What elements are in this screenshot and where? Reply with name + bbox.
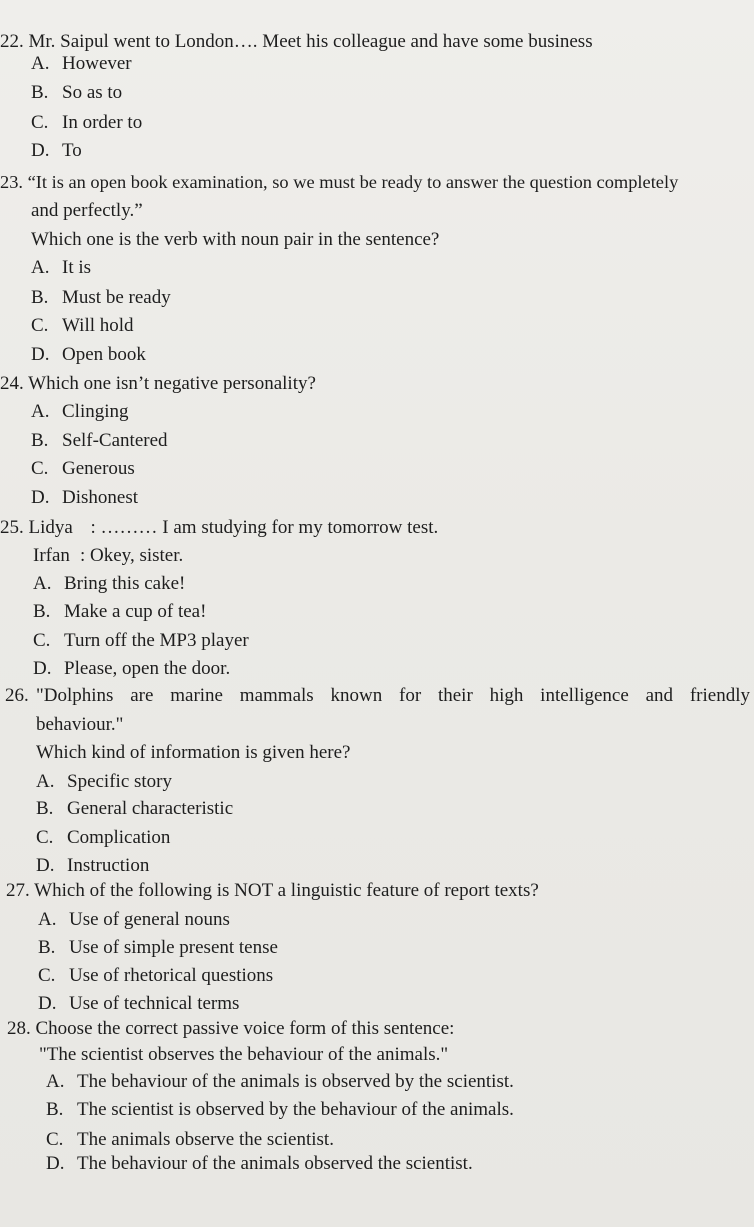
option-letter: B. [46, 1099, 64, 1120]
option-d [31, 141, 82, 160]
option-letter: A. [46, 1071, 65, 1092]
option-text: Open book [62, 344, 146, 365]
option-b [31, 83, 122, 102]
option-text: Use of rhetorical questions [69, 965, 274, 986]
option-letter: B. [31, 287, 49, 308]
option-c [31, 113, 142, 132]
option-letter: A. [33, 573, 52, 594]
option-text: The animals observe the scientist. [77, 1129, 334, 1150]
question-text: Which of the following is NOT a linguistic feature of report texts? [34, 880, 539, 901]
option-text: Specific story [67, 771, 173, 792]
option-letter: D. [38, 993, 57, 1014]
question-28-stem [7, 1019, 454, 1038]
option-letter: B. [31, 82, 49, 103]
stem-word: for [399, 685, 422, 706]
question-27-stem [6, 881, 539, 900]
option-letter: D. [46, 1153, 65, 1174]
option-letter: C. [46, 1129, 64, 1150]
option-letter: B. [31, 430, 49, 451]
stem-word: and [645, 685, 674, 706]
option-letter: D. [31, 487, 50, 508]
option-letter: A. [36, 771, 55, 792]
option-text: Generous [62, 458, 135, 479]
option-text: In order to [62, 112, 143, 133]
question-number: 27. [6, 880, 30, 901]
option-c [31, 459, 135, 478]
option-letter: B. [36, 798, 54, 819]
stem-word: known [330, 685, 383, 706]
dialogue-text: : Okey, sister. [80, 545, 184, 566]
option-b [31, 431, 168, 450]
question-number: 23. [0, 172, 23, 192]
option-text: Turn off the MP3 player [64, 630, 249, 651]
option-letter: A. [38, 909, 57, 930]
option-c [31, 316, 134, 335]
option-a [38, 910, 230, 929]
option-text: Dishonest [62, 487, 138, 508]
option-c [46, 1130, 334, 1149]
option-text: Please, open the door. [64, 658, 231, 679]
question-text: Which one isn’t negative personality? [28, 373, 316, 394]
option-d [31, 345, 146, 364]
stem-word: mammals [239, 685, 314, 706]
question-text: “It is an open book examination, so we must be ready to answer the question completely [27, 172, 679, 192]
option-letter: A. [31, 53, 50, 74]
option-text: So as to [62, 82, 123, 103]
option-letter: B. [33, 601, 51, 622]
option-text: Instruction [67, 855, 150, 876]
option-text: Use of general nouns [69, 909, 230, 930]
stem-word: high [489, 685, 524, 706]
question-23-stem-cont: and perfectly.” [31, 200, 143, 221]
question-number: 26. [5, 685, 29, 706]
stem-word: marine [170, 685, 223, 706]
option-d [38, 994, 239, 1013]
option-text: Use of simple present tense [69, 937, 278, 958]
option-text: To [62, 140, 82, 161]
question-26-sub: Which kind of information is given here? [36, 742, 351, 763]
option-b [36, 799, 233, 818]
option-d [36, 856, 149, 875]
question-24-stem [0, 374, 316, 393]
question-22-stem [0, 32, 593, 51]
option-letter: C. [33, 630, 51, 651]
option-d [33, 659, 230, 678]
question-number: 22. [0, 31, 24, 52]
option-b [31, 288, 171, 307]
option-letter: D. [31, 140, 50, 161]
option-letter: D. [33, 658, 52, 679]
option-text: Complication [67, 827, 171, 848]
option-letter: D. [31, 344, 50, 365]
stem-word: "Dolphins [36, 685, 114, 706]
question-25-dialogue-line-2 [33, 546, 183, 565]
question-number: 25. [0, 517, 24, 538]
option-text: General characteristic [67, 798, 234, 819]
question-26-stem [5, 686, 750, 705]
option-letter: C. [31, 112, 49, 133]
option-text: Will hold [62, 315, 134, 336]
option-c [36, 828, 170, 847]
question-text: Choose the correct passive voice form of this sentence: [35, 1018, 455, 1039]
question-number: 28. [7, 1018, 31, 1039]
question-25-dialogue-line-1 [0, 518, 438, 537]
speaker-name: Lidya [28, 517, 73, 538]
stem-word: intelligence [540, 685, 629, 706]
option-b [46, 1100, 514, 1119]
option-text: The behaviour of the animals observed the scientist. [77, 1153, 473, 1174]
option-b [38, 938, 278, 957]
question-number: 24. [0, 373, 24, 394]
dialogue-text: : ……… I am studying for my tomorrow test. [90, 517, 439, 538]
option-b [33, 602, 206, 621]
stem-word: are [130, 685, 154, 706]
option-letter: C. [31, 458, 49, 479]
speaker-name: Irfan [33, 545, 70, 566]
option-a [31, 258, 91, 277]
question-text: Mr. Saipul went to London…. Meet his colleague and have some business [28, 31, 593, 52]
option-text: The behaviour of the animals is observed by the scientist. [77, 1071, 514, 1092]
option-text: Use of technical terms [69, 993, 240, 1014]
option-letter: C. [38, 965, 56, 986]
option-text: Make a cup of tea! [64, 601, 207, 622]
option-d [46, 1154, 473, 1173]
option-text: The scientist is observed by the behaviour of the animals. [77, 1099, 514, 1120]
question-text [36, 686, 750, 705]
option-a [36, 772, 172, 791]
option-a [33, 574, 185, 593]
option-text: Self-Cantered [62, 430, 168, 451]
question-26-stem-cont: behaviour." [36, 714, 124, 735]
option-a [31, 54, 132, 73]
option-c [38, 966, 273, 985]
option-c [33, 631, 249, 650]
option-text: Clinging [62, 401, 129, 422]
stem-word: friendly [689, 685, 750, 706]
option-letter: D. [36, 855, 55, 876]
option-text: It is [62, 257, 92, 278]
option-letter: A. [31, 257, 50, 278]
question-23-stem [0, 173, 678, 191]
question-23-sub: Which one is the verb with noun pair in the sentence? [31, 229, 440, 250]
stem-word: their [437, 685, 473, 706]
option-d [31, 488, 138, 507]
option-text: However [62, 53, 132, 74]
question-28-sub: "The scientist observes the behaviour of the animals." [39, 1044, 449, 1065]
option-text: Must be ready [62, 287, 171, 308]
option-letter: C. [31, 315, 49, 336]
option-a [46, 1072, 514, 1091]
option-text: Bring this cake! [64, 573, 186, 594]
option-letter: A. [31, 401, 50, 422]
option-letter: C. [36, 827, 54, 848]
option-a [31, 402, 129, 421]
option-letter: B. [38, 937, 56, 958]
